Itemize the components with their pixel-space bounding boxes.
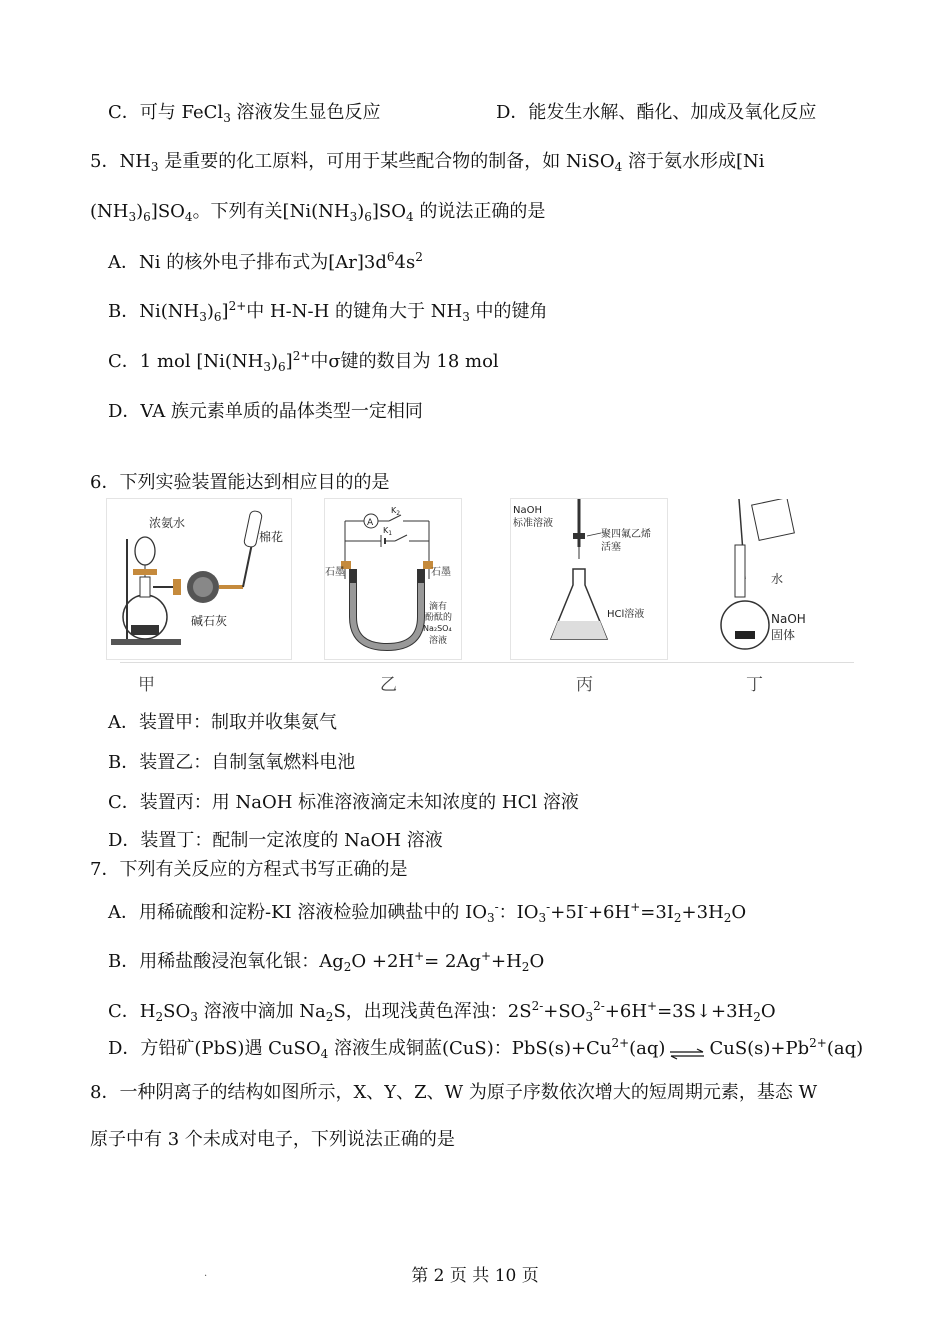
naoh-solid-label-2: 固体 — [771, 628, 796, 642]
q8-stem-line1: 8．一种阴离子的结构如图所示，X、Y、Z、W 为原子序数依次增大的短周期元素，基态 W — [90, 1082, 818, 1103]
solution-label-1: 滴有 — [429, 602, 448, 612]
graphite-right: 石墨 — [431, 567, 451, 578]
q5-stem-line1: 5．$NH_3$ 是重要的化工原料，可用于某些配合物的制备，如 NiSO$_4$ 溶于氨水形成[Ni — [90, 151, 765, 174]
q7-option-b: B．用稀盐酸浸泡氧化银：$Ag_2O +2H^+= 2Ag^++H_2O$ — [108, 949, 545, 974]
figure-label-jia: 甲 — [138, 675, 155, 695]
naoh-label-2: 标准溶液 — [513, 518, 553, 529]
q6-option-a: A．装置甲：制取并收集氨气 — [108, 712, 337, 733]
q7-stem: 7．下列有关反应的方程式书写正确的是 — [90, 859, 408, 880]
figure-label-bing: 丙 — [576, 675, 593, 695]
q7-option-d: D．方铅矿(PbS)遇 CuSO$_4$ 溶液生成铜蓝(CuS)：$PbS(s)+Cu^{2+}(aq)$ $CuS(s)+Pb^{2+}(aq)$ — [108, 1036, 864, 1061]
q5-option-c: C．1 mol $[Ni(NH_3)_6]^{2+}$中σ键的数目为 18 mol — [108, 349, 499, 374]
equilibrium-arrow-icon — [669, 1043, 705, 1055]
q4-option-d: D．能发生水解、酯化、加成及氧化反应 — [496, 102, 817, 123]
q8-stem-line2: 原子中有 3 个未成对电子，下列说法正确的是 — [90, 1129, 455, 1150]
q5-option-a: A．Ni 的核外电子排布式为$[Ar]3d^64s^2$ — [108, 250, 423, 273]
figure-yi — [324, 498, 462, 660]
q5-stem-line2: $(NH_3)_6]SO_4$。下列有关$[Ni(NH_3)_6]SO_4$ 的说法正确的是 — [90, 201, 546, 224]
page-footer: 第 2 页 共 10 页 — [411, 1266, 539, 1286]
q7-option-c: C．$H_2SO_3$ 溶液中滴加 $Na_2S$，出现浅黄色浑浊：$2S^{2-}+SO_3^{2-}+6H^+=3S↓+3H_2O$ — [108, 999, 776, 1024]
q6-stem: 6．下列实验装置能达到相应目的的是 — [90, 472, 390, 493]
q6-option-b: B．装置乙：自制氢氧燃料电池 — [108, 752, 356, 773]
q6-option-c: C．装置丙：用 NaOH 标准溶液滴定未知浓度的 HCl 溶液 — [108, 792, 579, 813]
q7-option-a: A．用稀硫酸和淀粉-KI 溶液检验加碘盐中的 $IO_3^-$：$IO_3^-+5I^-+6H^+=3I_2+3H_2O$ — [108, 900, 747, 925]
q6-option-d: D．装置丁：配制一定浓度的 NaOH 溶液 — [108, 830, 443, 851]
figure-label-yi: 乙 — [380, 675, 397, 695]
q4-option-c: C．可与 FeCl$_3$ 溶液发生显色反应 — [108, 102, 381, 125]
label-lime: 碱石灰 — [191, 614, 228, 628]
label-ammonia: 浓氨水 — [149, 516, 186, 530]
naoh-label-1: NaOH — [513, 505, 542, 516]
q5-option-d: D．VA 族元素单质的晶体类型一定相同 — [108, 401, 423, 422]
graphite-left: 石墨 — [325, 567, 345, 578]
q6-figures — [106, 498, 856, 698]
solution-label-4: 溶液 — [429, 636, 448, 646]
q5-option-b: B．$Ni(NH_3)_6]^{2+}$中 H-N-H 的键角大于 $NH_3$ 中的键角 — [108, 299, 548, 324]
figure-divider — [120, 662, 854, 663]
switch-k1: $K_1$ — [383, 526, 393, 537]
figure-jia — [106, 498, 292, 660]
figure-bing — [510, 498, 668, 660]
hcl-label: HCl溶液 — [607, 609, 645, 620]
ptfe-label-1: 聚四氟乙烯 — [601, 529, 651, 540]
figure-label-ding: 丁 — [746, 675, 763, 695]
footer-dot: . — [204, 1268, 208, 1279]
figure-ding — [710, 498, 858, 660]
water-label: 水 — [771, 572, 784, 586]
switch-k2: $K_2$ — [391, 506, 401, 517]
ammeter-label: A — [367, 518, 374, 528]
solution-label-3: Na₂SO₄ — [423, 624, 452, 633]
naoh-solid-label-1: NaOH — [771, 612, 806, 626]
label-cotton: 棉花 — [259, 530, 284, 544]
solution-label-2: 酚酞的 — [425, 613, 453, 623]
ptfe-label-2: 活塞 — [601, 542, 621, 553]
